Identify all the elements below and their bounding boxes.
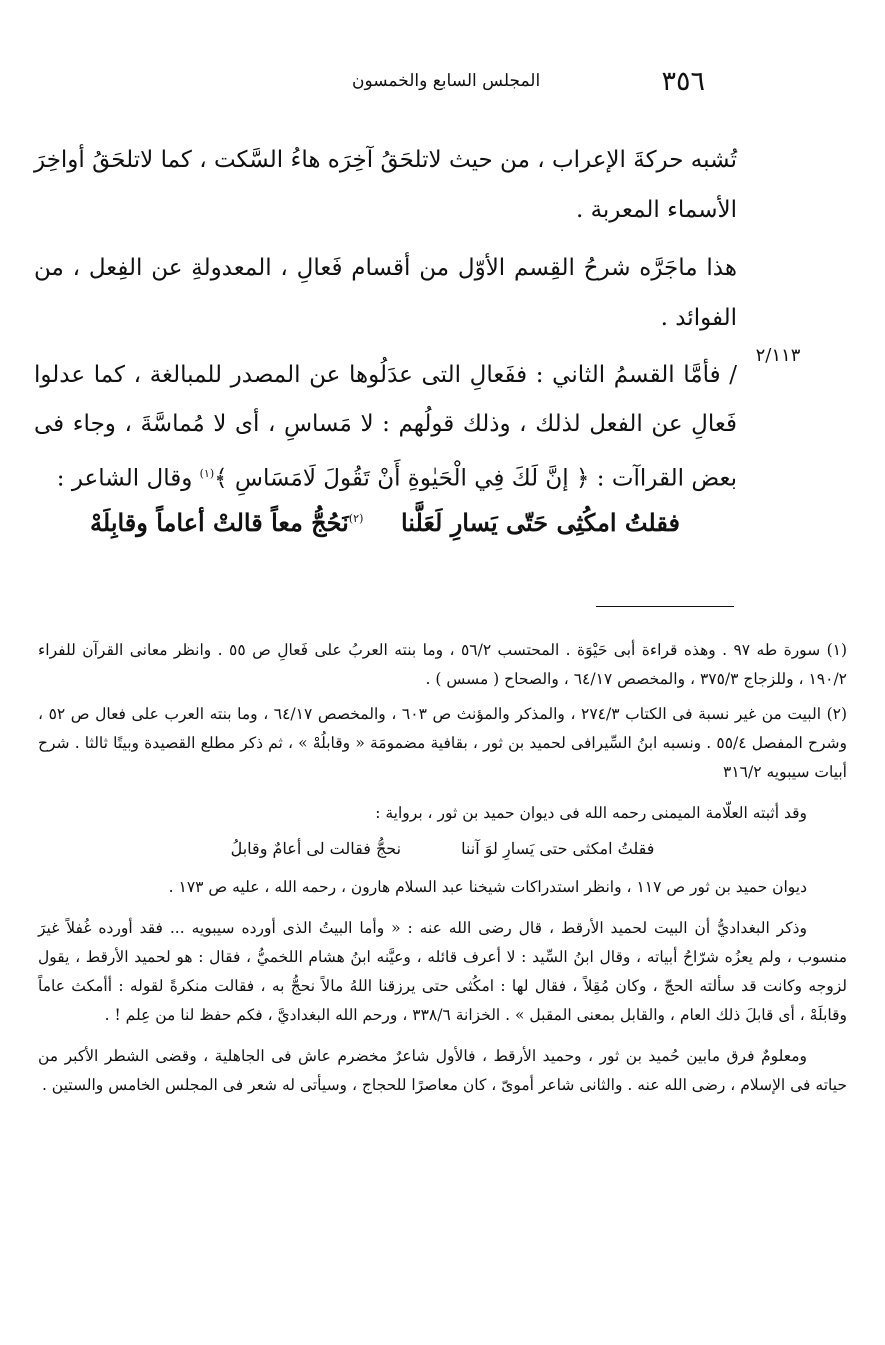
footnote-verse-second: نحجُّ فقالت لى أعامٌ وقابلُ — [230, 839, 402, 858]
footnote-2-baghdadi: وذكر البغداديُّ أن البيت لحميد الأرقط ، قال رضى الله عنه : « وأما البيتُ الذى أورده سيبويه ... فقد أورده غُفلاً غيرَ منسوب ، ولم يعزُه شرّاحُ أبياته ، وقال ابنُ السِّيد : لا أعرف قائله ، وعيَّنه ابنُ هشام اللخميُّ ، فقال : هو لحميد الأرقط ، يقول لزوجه وكانت قد سألته الحجّ ، وكان مُقِلاً ، فقال لها : امكُثى حتى يرزقنا اللهُ مالاً نحجُّ به ، فقالت منكرةً لقوله : أأمكث عاماً وقابلَهْ ، أى قابلَ ذلك العام ، والقابل بمعنى المقبل » . الخزانة ٣٣٨/٦ ، ورحم الله البغداديَّ ، فكم حفظ لنا من عِلم ! . — [38, 919, 847, 1024]
marginal-reference: ٢/١١٣ — [755, 345, 801, 366]
paragraph-3 — [34, 351, 737, 504]
footnotes — [38, 636, 847, 1106]
footnote-verse-first: فقلتُ امكثى حتى يَسارِ لوَ آننا — [461, 839, 655, 858]
paragraph-3-end: وقال الشاعر : — [56, 465, 200, 492]
paragraph-3-text: / فأمَّا القسمُ الثاني : ففَعالِ التى عدَلُوها عن المصدر للمبالغة ، كما عدلوا فَعالِ عن الفعل لذلك ، وذلك قولُهم : لا مَساسِ ، أى لا مُماسَّةَ ، وجاء فى بعض القراآت : ﴿ إنَّ لَكَ فِي الْحَيٰوةِ أَنْ تَقُولَ لَامَسَاسِ ﴾ — [34, 362, 737, 492]
footnote-marker-1: (١) — [199, 467, 215, 480]
verse-first-hemistich: فقلتُ امكُثِى حَتّى يَسارِ لَعَلَّنا — [400, 508, 680, 537]
footnote-2-continuation: وقد أثبته العلّامة الميمنى رحمه الله فى ديوان حميد بن ثور ، برواية : — [375, 804, 807, 822]
footnote-verse — [38, 834, 847, 863]
paragraph-1: تُشبه حركةَ الإعراب ، من حيث لاتلحَقُ آخِرَه هاءُ السَّكت ، كما لاتلحَقُ أواخِرَ الأسماء المعربة . — [34, 147, 737, 223]
page-number: ٣٥٦ — [661, 65, 705, 97]
verse-second-hemistich-text: نَحُجُّ معاً قالتْ أعاماً وقابِلَهْ — [90, 508, 349, 537]
footnote-divider — [596, 606, 734, 607]
page-header — [300, 64, 705, 98]
poetry-verse — [90, 508, 680, 537]
footnote-2-source: ديوان حميد بن ثور ص ١١٧ ، وانظر استدراكات شيخنا عبد السلام هارون ، رحمه الله ، عليه ص ١٧٣ . — [168, 878, 807, 896]
paragraph-2: هذا ماجَرَّه شرحُ القِسم الأوّل من أقسام فَعالِ ، المعدولةِ عن الفِعل ، من الفوائد . — [34, 255, 737, 331]
footnote-2: (٢) البيت من غير نسبة فى الكتاب ٢٧٤/٣ ، والمذكر والمؤنث ص ٦٠٣ ، والمخصص ٦٤/١٧ ، وما بنته العرب على فعال ص ٥٢ ، وشرح المفصل ٥٥/٤ . ونسبه ابنُ السِّيرافى لحميد بن ثور ، بقافية مضمومَة « وقابلُهْ » ، ثم ذكر مطلع القصيدة وبيتًا ثالثا . شرح أبيات سيبويه ٣١٦/٢ — [38, 705, 848, 781]
footnote-marker-2: (٢) — [348, 512, 364, 525]
footnote-2-conclusion: ومعلومٌ فرق مابين حُميد بن ثور ، وحميد الأرقط ، فالأول شاعرٌ مخضرم عاش فى الجاهلية ، وقضى الشطر الأكبر من حياته فى الإسلام ، رضى الله عنه . والثانى شاعر أمویّ ، كان معاصرًا للحجاج ، وسيأتى له شعر فى المجلس الخامس والستين . — [38, 1047, 847, 1094]
running-title: المجلس السابع والخمسون — [352, 71, 541, 91]
verse-second-hemistich — [90, 508, 363, 537]
footnote-1: (١) سورة طه ٩٧ . وهذه قراءة أبى حَيْوَة . المحتسب ٥٦/٢ ، وما بنته العربُ على فَعالِ ص ٥٥ . وانظر معانى القرآن للفراء ١٩٠/٢ ، وللزجاج ٣٧٥/٣ ، والمخصص ٦٤/١٧ ، والصحاح ( مسس ) . — [38, 641, 848, 688]
main-text — [34, 135, 737, 504]
